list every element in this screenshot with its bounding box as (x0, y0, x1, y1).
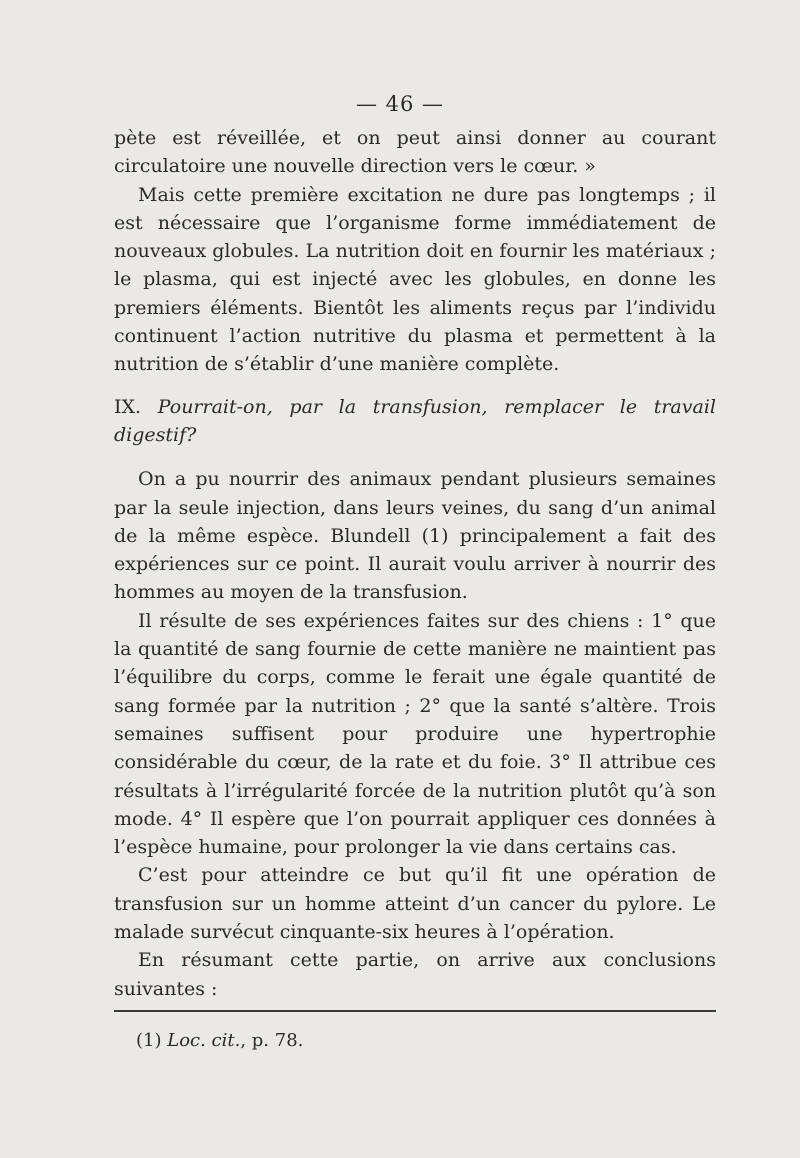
paragraph-excitation: Mais cette première excitation ne dure pas longtemps ; il est nécessaire que l’organisme forme immédiatement de nouveaux globules. La nutrition doit en fournir les matériaux ; le plasma, qui est injecté avec les globules, en donne les premiers éléments. Bientôt les aliments reçus par l’individu continuent l’action nutritive du plasma et permettent à la nutrition de s’établir d’une manière complète. (114, 183, 716, 376)
footnote-marker: (1) (136, 1030, 162, 1051)
footnote (136, 1030, 303, 1051)
footnote-divider (114, 1010, 716, 1012)
section-heading (114, 393, 716, 450)
page-number: — 46 — (355, 92, 445, 116)
section-title: Pourrait-on, par la transfusion, remplacer le travail digestif? (114, 395, 716, 446)
footnote-ref: Loc. cit. (167, 1030, 241, 1051)
body-text (114, 124, 716, 1003)
footnote-page: , p. 78. (240, 1030, 304, 1051)
paragraph-conclusion: En résumant cette partie, on arrive aux conclusions suivantes : (114, 949, 716, 1000)
section-number: IX. (114, 395, 142, 418)
paragraph-operation: C’est pour atteindre ce but qu’il fit une opération de transfusion sur un homme atteint d’un cancer du pylore. Le malade survécut cinquante-six heures à l’opération. (114, 864, 716, 944)
paragraph-animals: On a pu nourrir des animaux pendant plusieurs semaines par la seule injection, dans leurs veines, du sang d’un animal de la même espèce. Blundell (1) principalement a fait des expériences sur ce point. Il aurait voulu arriver à nourrir des hommes au moyen de la transfusion. (114, 468, 716, 604)
paragraph-continuation: pète est réveillée, et on peut ainsi donner au courant circulatoire une nouvelle direction vers le cœur. » (114, 127, 716, 178)
paragraph-results: Il résulte de ses expériences faites sur des chiens : 1° que la quantité de sang fournie de cette manière ne maintient pas l’équilibre du corps, comme le ferait une égale quantité de sang formée par la nutrition ; 2° que la santé s’altère. Trois semaines suffisent pour produire une hypertrophie considérable du cœur, de la rate et du foie. 3° Il attribue ces résultats à l’irrégularité forcée de la nutrition plutôt qu’à son mode. 4° Il espère que l’on pourrait appliquer ces données à l’espèce humaine, pour prolonger la vie dans certains cas. (114, 609, 716, 859)
